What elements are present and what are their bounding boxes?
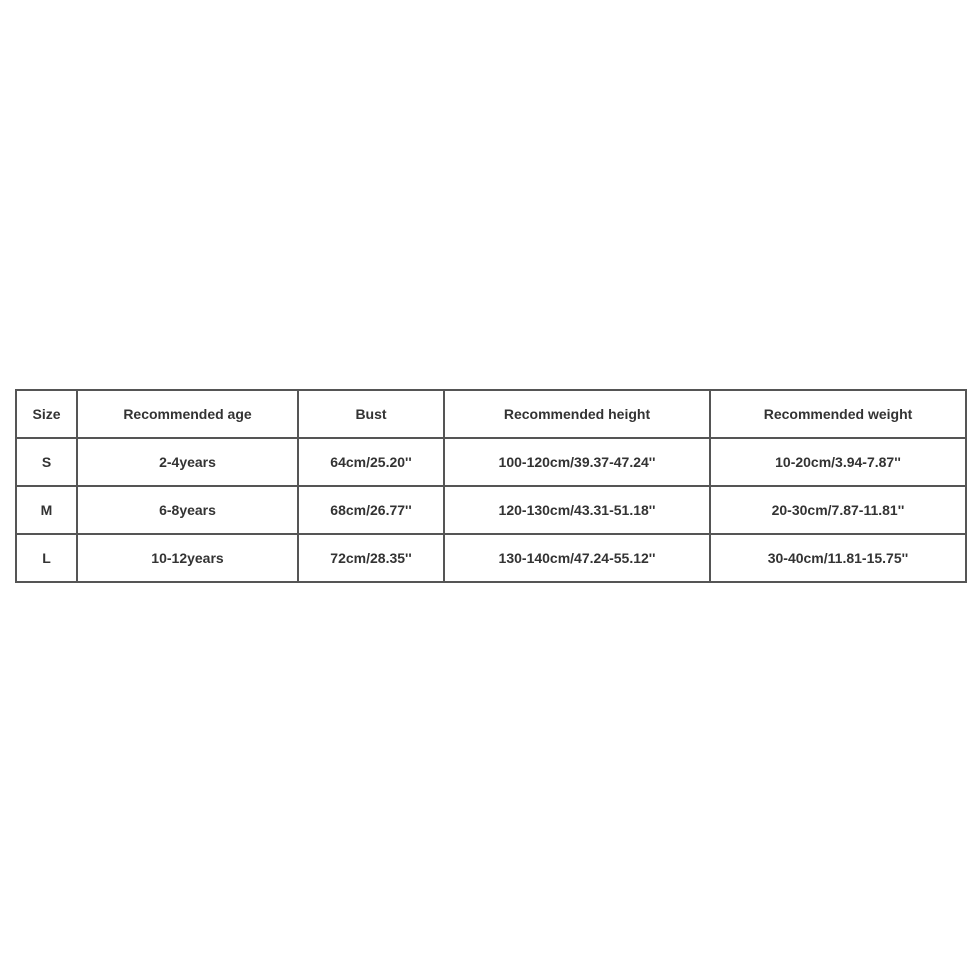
cell-size: L	[16, 534, 77, 582]
table-row	[16, 486, 966, 534]
cell-recommended-height: 130-140cm/47.24-55.12''	[444, 534, 710, 582]
table-row	[16, 438, 966, 486]
cell-recommended-weight: 30-40cm/11.81-15.75''	[710, 534, 966, 582]
cell-recommended-height: 100-120cm/39.37-47.24''	[444, 438, 710, 486]
cell-recommended-age: 10-12years	[77, 534, 298, 582]
table-row	[16, 534, 966, 582]
cell-bust: 68cm/26.77''	[298, 486, 444, 534]
cell-recommended-age: 2-4years	[77, 438, 298, 486]
header-size: Size	[16, 390, 77, 438]
cell-recommended-weight: 20-30cm/7.87-11.81''	[710, 486, 966, 534]
header-bust: Bust	[298, 390, 444, 438]
cell-bust: 72cm/28.35''	[298, 534, 444, 582]
cell-bust: 64cm/25.20''	[298, 438, 444, 486]
cell-recommended-age: 6-8years	[77, 486, 298, 534]
header-recommended-age: Recommended age	[77, 390, 298, 438]
cell-recommended-weight: 10-20cm/3.94-7.87''	[710, 438, 966, 486]
cell-size: M	[16, 486, 77, 534]
cell-size: S	[16, 438, 77, 486]
header-recommended-weight: Recommended weight	[710, 390, 966, 438]
cell-recommended-height: 120-130cm/43.31-51.18''	[444, 486, 710, 534]
size-chart-table	[15, 389, 967, 583]
table-header-row	[16, 390, 966, 438]
header-recommended-height: Recommended height	[444, 390, 710, 438]
